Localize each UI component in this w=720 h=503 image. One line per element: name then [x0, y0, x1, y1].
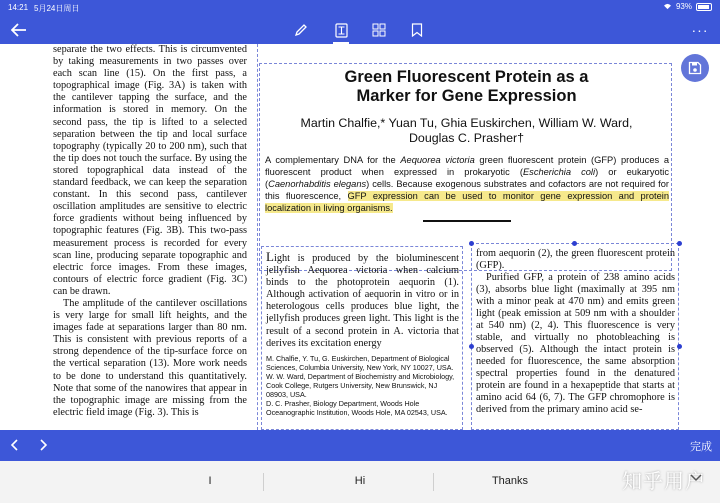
- middle-text-column[interactable]: [261, 246, 463, 430]
- selection-handle-top-mid[interactable]: [572, 241, 577, 246]
- grid-view-button[interactable]: [367, 18, 391, 42]
- suggestion-2[interactable]: Hi: [354, 475, 366, 487]
- abstract-highlight[interactable]: GFP expression can be used to monitor gene expression and protein localization in living organisms.: [265, 191, 669, 213]
- chevron-down-icon[interactable]: [690, 474, 702, 482]
- status-date: 5月24日周日: [34, 4, 80, 13]
- save-icon: [688, 61, 702, 75]
- affiliation-3: D. C. Prasher, Biology Department, Woods Hole Oceanographic Institution, Woods Hole, MA 02543, USA.: [266, 398, 448, 417]
- middle-body: ight is produced by the bioluminescent jellyfish Aequorea victoria when calcium binds to the photoprotein aequorin (1). Although activation of aequorin in vitro or in heterologous cells produces blue light, the jellyfish produces green light. This light is the result of a second protein in A. victoria that derives its excitation energy: [266, 253, 459, 349]
- wifi-icon: [663, 3, 672, 10]
- chevron-left-icon: [10, 439, 20, 451]
- selection-handle-top-right[interactable]: [677, 241, 682, 246]
- abstract-species-2: Escherichia coli: [522, 167, 596, 177]
- title-line-2: Marker for Gene Expression: [356, 87, 577, 105]
- text-mode-button[interactable]: [329, 18, 353, 42]
- next-button[interactable]: [32, 434, 54, 456]
- abstract-text-2: green fluorescent protein (GFP) produces a fluorescent product when expressed in prokaryotic (: [265, 155, 670, 177]
- selection-handle-mid-left[interactable]: [469, 344, 474, 349]
- more-button[interactable]: ···: [691, 22, 709, 38]
- right-text-column[interactable]: [471, 243, 679, 430]
- affiliation-1: M. Chalfie, Y. Tu, G. Euskirchen, Department of Biological Sciences, Columbia University, New York, NY 10027, USA.: [266, 353, 454, 372]
- bookmark-icon: [411, 23, 423, 37]
- right-paragraph-1: from aequorin (2), the green fluorescent protein (GFP).: [476, 248, 675, 271]
- title-line-1: Green Fluorescent Protein as a: [344, 68, 589, 86]
- pen-icon: [294, 23, 308, 37]
- previous-button[interactable]: [4, 434, 26, 456]
- save-button[interactable]: [681, 54, 709, 82]
- abstract-text-3: ) or eukaryotic (: [265, 167, 669, 189]
- suggestion-1[interactable]: I: [208, 475, 212, 487]
- back-button[interactable]: [8, 18, 30, 42]
- battery-icon: [696, 3, 712, 11]
- authors-line-2: Douglas C. Prasher†: [408, 131, 524, 145]
- left-text-column: [53, 44, 247, 419]
- article-title: [260, 68, 673, 106]
- grid-icon: [372, 23, 386, 37]
- status-time: 14:21: [8, 3, 29, 12]
- column-guide-line: [257, 44, 258, 430]
- arrow-left-icon: [11, 23, 27, 37]
- keyboard-suggestion-bar: [0, 461, 720, 503]
- title-divider: [423, 220, 511, 222]
- left-paragraph-2: The amplitude of the cantilever oscillations is very large for small lift heights, and the images fade at separations larger than 80 nm. This is consistent with previous reports of a strong dependence of the tip-surface force on the vertical separation (13). More work needs to be done to understand this quantitatively. Note that some of the nanowires that appear in the topographic image are missing from the electric field image (Fig. 3). This is: [53, 297, 247, 418]
- right-paragraph-2: Purified GFP, a protein of 238 amino acids (3), absorbs blue light (maximally at 395 nm with a minor peak at 470 nm) and emits green light (peak emission at 509 nm with a shoulder at 540 nm) (2, 4). This fluorescence is very stable, and virtually no photobleaching is observed (5). Although the intact protein is needed for fluorescence, the same absorption spectral properties found in the denatured protein are found in a hexapeptide that starts at amino acid 64 (6, 7). The GFP chromophore is derived from the primary amino acid se-: [476, 272, 675, 415]
- chevron-right-icon: [38, 439, 48, 451]
- suggestion-3[interactable]: Thanks: [491, 475, 529, 487]
- battery-percent: 93%: [675, 2, 692, 11]
- bottom-nav-bar: [0, 430, 720, 461]
- top-toolbar: [0, 0, 720, 44]
- abstract-text-1: A complementary DNA for the: [265, 155, 401, 165]
- annotate-pen-button[interactable]: [289, 18, 313, 42]
- article-authors: [260, 116, 673, 146]
- affiliations: [266, 354, 459, 417]
- status-bar: [0, 0, 720, 14]
- suggestion-divider: [263, 473, 264, 491]
- watermark: 知乎用户: [622, 471, 706, 493]
- title-block[interactable]: [259, 63, 672, 271]
- bookmark-button[interactable]: [405, 18, 429, 42]
- affiliation-2: W. W. Ward, Department of Biochemistry and Microbiology, Cook College, Rutgers University, New Brunswick, NJ 08903, USA.: [266, 371, 455, 399]
- status-indicators: [663, 2, 712, 11]
- left-paragraph-1: separate the two effects. This is circumvented by taking measurements in two passes over each scan line (15). On the first pass, a topographical image (Fig. 3A) is taken with the cantilever tapping the surface, and the information is stored in memory. On the second pass, the tip is lifted to a selected separation between the tip and local surface topography (typically 20 to 200 nm), such that the tip does not touch the surface. By using the stored topographical data instead of the standard feedback, we can keep the separation constant. In this second pass, cantilever oscillation amplitudes are sensitive to electric force gradients without being influenced by topographic features (Fig. 3B). This two-pass measurement process is recorded for every scan line, producing separate topographic and electric force images. From these images, contours of electric force gradient (Fig. 3C) can be drawn.: [53, 44, 247, 297]
- abstract-text-4: ) cells. Because exogenous substrates and cofactors are not required for this fluorescence,: [265, 179, 670, 201]
- document-page: [0, 44, 720, 430]
- done-button[interactable]: 完成: [690, 441, 712, 453]
- selection-handle-mid-right[interactable]: [677, 344, 682, 349]
- drop-cap: L: [266, 249, 274, 264]
- article-abstract[interactable]: [265, 154, 669, 214]
- authors-line-1: Martin Chalfie,* Yuan Tu, Ghia Euskirchen, William W. Ward,: [300, 116, 633, 130]
- text-page-icon: [335, 23, 348, 38]
- suggestion-divider: [433, 473, 434, 491]
- abstract-species-3: Caenorhabditis elegans: [268, 179, 367, 189]
- selection-handle-top-left[interactable]: [469, 241, 474, 246]
- abstract-species-1: Aequorea victoria: [400, 155, 475, 165]
- middle-body-text: [266, 251, 459, 350]
